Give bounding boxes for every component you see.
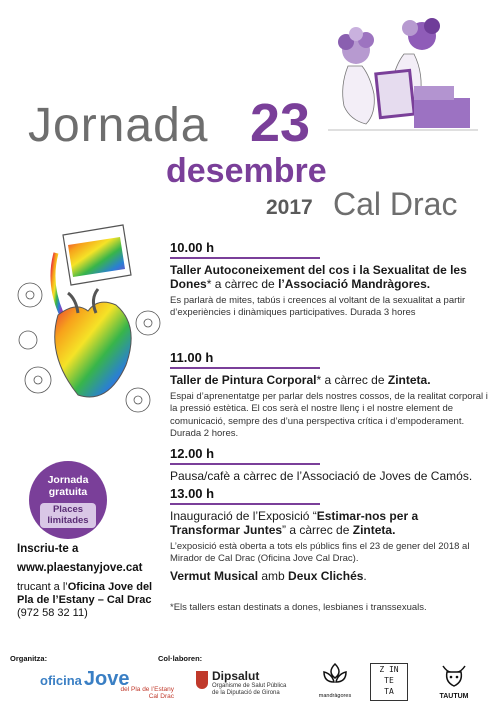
event-title: Pausa/cafè a càrrec de l’Associació de Joves de Camós. [170,468,473,483]
time-label: 12.00 h [170,446,215,461]
event-name: Taller de Pintura Corporal [170,372,317,387]
dipsalut-subtitle: Organisme de Salut Pública de la Diputació de Girona [212,683,287,696]
badge-limited: Places limitades [40,503,96,528]
event-end: . [392,522,396,537]
vermut-name: Vermut Musical [170,569,259,583]
organizer-label: Organitza: [10,654,48,663]
divider [170,463,320,465]
logo-word-oficina: oficina [40,673,82,688]
time-label: 11.00 h [170,350,214,365]
vermut-end: . [363,569,367,583]
inscription-url[interactable]: www.plaestanyjove.cat [17,562,143,574]
footnote: *Els tallers estan destinats a dones, lesbianes i transsexuals. [170,602,427,613]
time-label: 10.00 h [170,240,215,255]
event-description: Es parlarà de mites, tabús i creences al voltant de la sexualitat a partir d’experiències i dinàmiques participatives. Durada 3 hores [170,294,466,318]
heart-icon [55,302,131,397]
zinteta-logo: Z IN TE TA [370,663,408,701]
schedule-item-1 [170,240,488,320]
badge-free: Jornada gratuita [47,474,89,498]
mandrake-icon [320,662,350,690]
phone-number: (972 58 32 11) [17,607,88,619]
shield-icon [196,671,208,689]
vermut-band: Deux Clichés [288,569,364,583]
tautum-logo [432,662,476,700]
event-end: . [426,276,431,291]
dipsalut-name: Dipsalut [212,669,260,683]
event-description: Espai d’aprenentatge per parlar dels nostres cossos, de la realitat corporal i la pressió estètica. El cos serà el nostre llenç i el nostre element de comunicació, sempre des d’una perspectiva crítica i d’empoderament. Durada 2 hores. [170,390,488,439]
title-month: desembre [166,152,327,190]
divider [170,257,320,259]
bull-icon [439,662,469,690]
event-end: . [427,372,431,387]
event-connector: Inauguració de l’Exposició “ [170,508,317,523]
event-organizer: l’Associació Mandràgores [278,276,427,291]
event-title [170,509,488,537]
call-prefix: trucant a l’ [17,581,68,593]
title-year: 2017 [266,196,313,219]
women-illustration [318,14,483,142]
event-connector: * a càrrec de [316,372,388,387]
event-name: Taller Autoconeixement del cos i la Sexualitat de les Dones [170,262,467,291]
event-organizer: Zinteta [387,372,428,387]
vermut-connector: amb [258,569,289,583]
tautum-name: TAUTUM [439,693,469,700]
logo-subtitle: del Pla de l’Estany Cal Drac [120,686,174,700]
event-organizer: Zinteta [352,522,393,537]
title-jornada: Jornada [28,99,209,152]
schedule-item-3 [170,446,488,483]
vermut-line [170,569,488,583]
event-connector: * a càrrec de [206,276,279,291]
collaborators-label: Col·laboren: [158,654,203,663]
event-connector: ” a càrrec de [282,522,353,537]
mandragores-name: mandràgores [318,693,352,699]
call-place: Oficina Jove del Pla de l’Estany – Cal Drac [17,581,153,606]
inscription-title: Inscriu-te a [17,543,79,555]
divider [170,367,320,369]
event-description: L’exposició està oberta a tots els públics fins el 23 de gener del 2018 al Mirador de Cal Drac (Oficina Jove Cal Drac). [170,540,470,564]
title-day: 23 [250,93,311,153]
schedule-item-4 [170,486,488,566]
event-title [170,263,488,291]
event-title [170,373,488,387]
event-name: Estimar-nos per a Transformar Juntes [170,508,419,537]
flower-crown-icon [338,18,440,64]
heart-illustration [8,205,168,435]
title-venue: Cal Drac [333,186,458,222]
free-event-badge [29,461,107,539]
schedule-item-2 [170,350,488,441]
logo-word-jove: Jove [83,668,130,690]
time-label: 13.00 h [170,486,215,501]
mandragores-logo [312,662,358,699]
oficina-jove-logo [40,668,174,700]
inscription-call [17,581,167,620]
divider [170,503,320,505]
